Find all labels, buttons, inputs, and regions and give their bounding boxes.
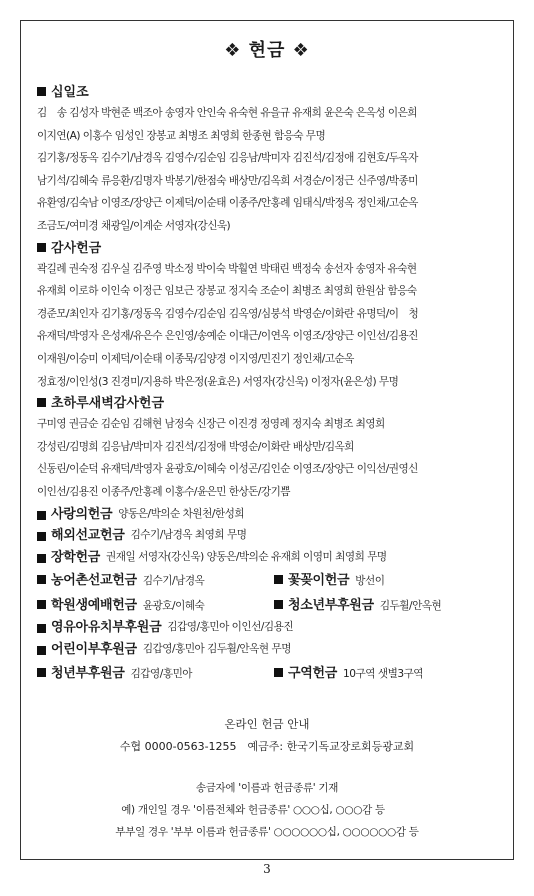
transfer-guide — [0, 777, 534, 843]
name-line: 유재덕/박영자 은성재/유은수 은인영/송예순 이대근/이연옥 이영조/장양근 이인선/김용진 — [37, 330, 418, 343]
name-line: 유재희 이로하 이인숙 이정근 임보근 장봉교 정지숙 조순이 최병조 최영희 한원삼 함응숙 — [37, 285, 417, 298]
name-line: 조금도/여미경 채광일/이계순 서영자(강신욱) — [37, 219, 231, 232]
offering-cell-cheongsonyeon — [274, 593, 441, 618]
bullet-square-icon — [37, 87, 46, 96]
name-line: 김 송 김성자 박현준 백조아 송영자 안인숙 유숙현 유을규 유재희 윤은숙 은옥성 이은희 — [37, 107, 417, 119]
offering-names: 김두휠/안옥현 — [379, 599, 442, 612]
offering-cell-guyeok — [274, 661, 423, 686]
offering-cell-nongeo — [37, 568, 274, 593]
offering-label: 해외선교헌금 — [51, 528, 125, 544]
offering-label: 영유아유치부후원금 — [51, 620, 162, 636]
name-line: 이인선/김용진 이종주/안홍례 이홍수/윤은민 한상돈/강기쁨 — [37, 485, 290, 498]
bullet-square-icon — [37, 600, 46, 609]
offering-names: 방선이 — [355, 575, 385, 588]
name-line: 이지연(A) 이홍수 임성인 장봉교 최병조 최영희 한종현 함응숙 무명 — [37, 129, 326, 142]
section-heading-sip: 십일조 — [37, 83, 499, 102]
offering-label: 청소년부후원금 — [288, 597, 374, 613]
offering-row-eorini — [37, 639, 499, 661]
bullet-square-icon — [274, 668, 283, 677]
name-line: 이재원/이승미 이제덕/이순태 이종묵/김양경 이지영/민진기 정인채/고순옥 — [37, 352, 354, 365]
bullet-square-icon — [37, 668, 46, 677]
online-offering-info — [0, 716, 534, 754]
offering-cell-cheongnyeon — [37, 661, 274, 686]
bullet-square-icon — [37, 532, 46, 541]
offering-row-pair — [37, 568, 499, 593]
name-line: 신동린/이순덕 유재덕/박영자 윤광호/이혜숙 이성곤/김인순 이영조/장양근 이익선/권영신 — [37, 463, 418, 476]
bullet-square-icon — [37, 646, 46, 655]
offering-row-janghak — [37, 547, 499, 569]
offering-list — [37, 82, 499, 685]
offering-label: 농어촌선교헌금 — [51, 573, 137, 589]
offering-names: 10구역 샛별3구역 — [343, 667, 424, 680]
offering-names: 김수기/남경옥 — [142, 575, 205, 588]
bullet-square-icon — [37, 398, 46, 407]
bullet-square-icon — [274, 600, 283, 609]
offering-row-pair — [37, 593, 499, 618]
name-line: 김기홍/정동옥 김수기/남경옥 김영수/김순임 김응남/박미자 김진석/김정애 김현호/두옥자 — [37, 152, 418, 165]
offering-label: 어린이부후원금 — [51, 642, 137, 658]
offering-names: 김갑영/홍민아 이인선/김용진 — [167, 621, 294, 634]
guide-example-personal: 예) 개인일 경우 '이름전체와 헌금종류' ○○○십, ○○○감 등 — [121, 804, 385, 816]
guide-example-couple: 부부일 경우 '부부 이름과 헌금종류' ○○○○○○십, ○○○○○○감 등 — [115, 826, 419, 838]
offering-label: 구역헌금 — [288, 665, 338, 681]
offering-row-sarang — [37, 504, 499, 526]
offering-row-yeongyua — [37, 617, 499, 639]
bullet-square-icon — [37, 575, 46, 584]
name-line: 유환영/김숙남 이영조/장양근 이제덕/이순태 이종주/안홍례 임태식/박정옥 정인채/고순옥 — [37, 197, 418, 210]
online-heading: 온라인 헌금 안내 — [224, 717, 310, 731]
offering-names: 김수기/남경옥 최영희 무명 — [130, 529, 247, 542]
offering-names: 양동은/박의순 차원천/한성희 — [118, 507, 245, 520]
section-heading-choharu: 초하루새벽감사헌금 — [37, 394, 499, 413]
bullet-square-icon — [37, 511, 46, 520]
offering-label: 청년부후원금 — [51, 665, 125, 681]
bullet-square-icon — [274, 575, 283, 584]
name-line: 남기석/김혜숙 류응환/김명자 박봉기/한점숙 배상만/김옥희 서경순/이정근 신주영/박종미 — [37, 174, 418, 187]
name-line: 경준모/최인자 김기홍/정동옥 김영수/김순임 김옥영/심붕석 박영순/이화란 유명덕/이 청 — [37, 307, 419, 320]
page-title: ❖ 현금 ❖ — [224, 40, 310, 61]
guide-line: 송금자에 '이름과 헌금종류' 기재 — [195, 782, 339, 794]
offering-names: 윤광호/이혜숙 — [142, 599, 205, 612]
name-line: 구미영 권금순 김순임 김해현 남정숙 신장근 이진경 정영례 정지숙 최병조 최영희 — [37, 418, 385, 431]
bullet-square-icon — [37, 243, 46, 252]
offering-names: 권재일 서영자(강신욱) 양동은/박의순 유재희 이영미 최영희 무명 — [106, 550, 387, 563]
name-line: 곽길례 권숙정 김우실 김주영 박소정 박이숙 박훨연 박태린 백정숙 송선자 송영자 유숙현 — [37, 262, 417, 275]
bank-account: 수협 0000-0563-1255 예금주: 한국기독교장로회등광교회 — [119, 740, 415, 753]
offering-names: 김갑영/홍민아 — [130, 667, 193, 680]
offering-label: 사랑의헌금 — [51, 506, 113, 522]
offering-names: 김갑영/홍민아 김두휠/안옥현 무명 — [142, 643, 291, 656]
offering-row-pair — [37, 661, 499, 686]
offering-cell-hakwon — [37, 593, 274, 618]
section-heading-gamsa: 감사헌금 — [37, 239, 499, 258]
name-line: 정효정/이인성(3 진경미/지용하 박은정(윤효은) 서영자(강신욱) 이정자(윤은성) 무명 — [37, 375, 399, 388]
page-number: 3 — [263, 862, 271, 876]
offering-cell-kkotkkot — [274, 568, 385, 593]
name-line: 강성린/김명희 김응남/박미자 김진석/김정애 박영순/이화란 배상만/김옥희 — [37, 440, 354, 453]
offering-label: 학원생예배헌금 — [51, 597, 137, 613]
offering-row-haeoe — [37, 525, 499, 547]
offering-label: 꽃꽂이헌금 — [288, 573, 350, 589]
offering-label: 장학헌금 — [51, 549, 101, 565]
bullet-square-icon — [37, 624, 46, 633]
bullet-square-icon — [37, 554, 46, 563]
